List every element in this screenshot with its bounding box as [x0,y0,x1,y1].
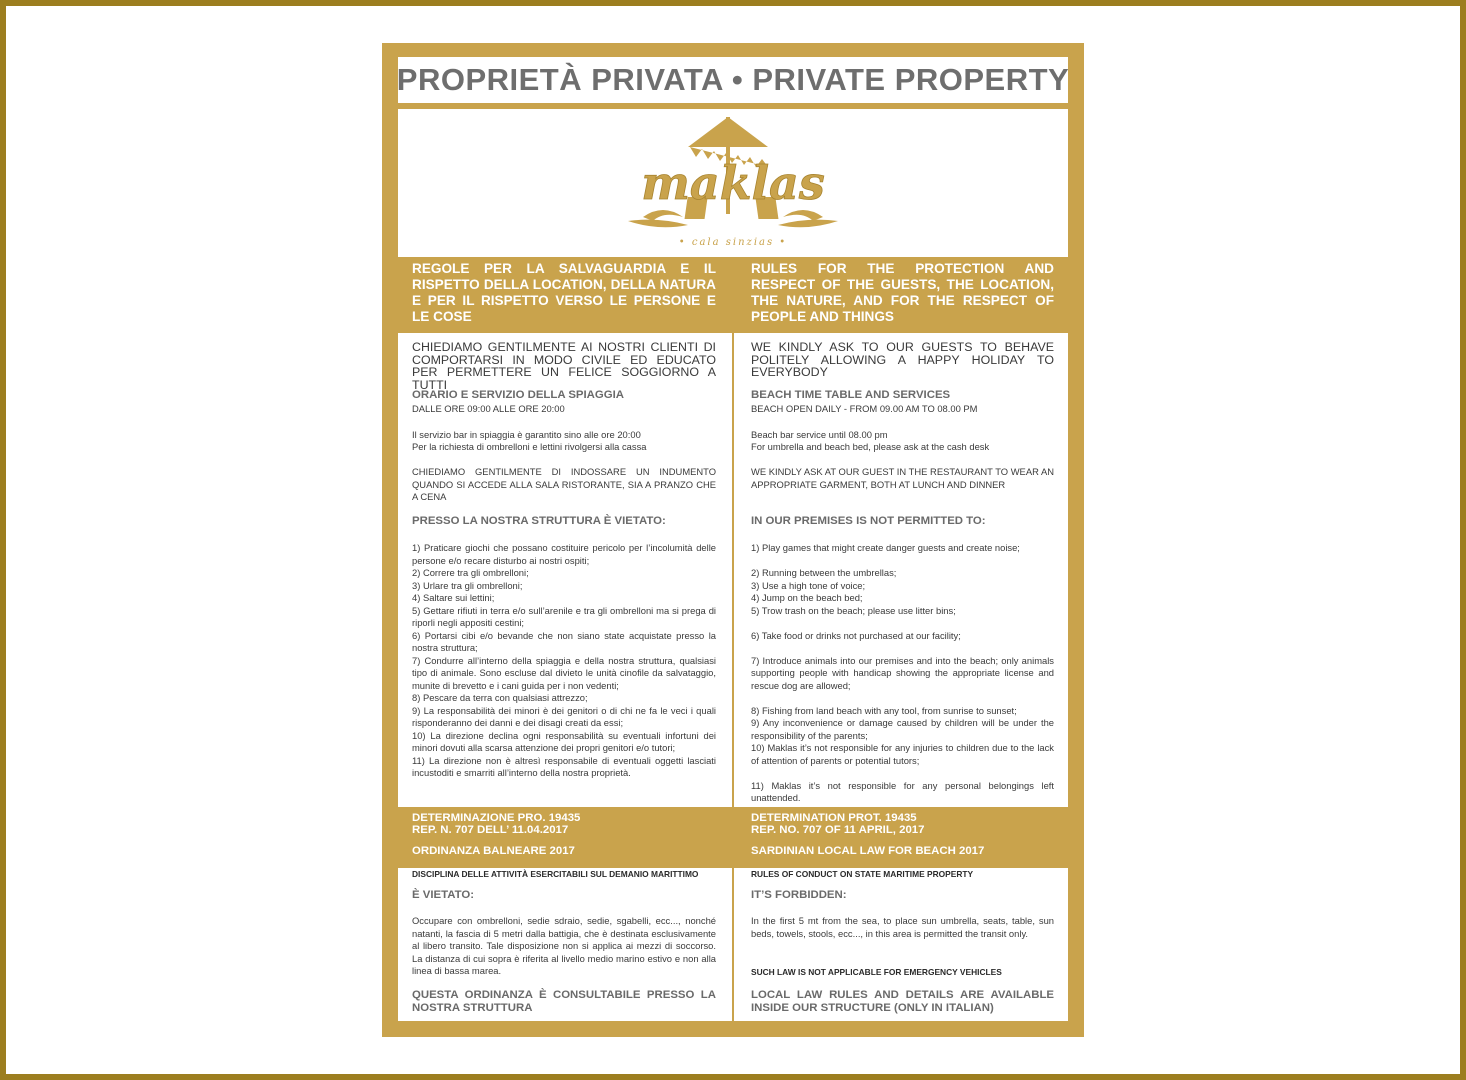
right-hours: BEACH OPEN DAILY - FROM 09.00 AM TO 08.00 PM [751,403,978,414]
logo-subtitle: • cala sinzias • [678,237,788,248]
umbrella-logo-icon [398,109,1068,257]
left-det1: DETERMINAZIONE PRO. 19435 [412,812,581,824]
left-garment: CHIEDIAMO GENTILMENTE DI INDOSSARE UN INDUMENTO QUANDO SI ACCEDE ALLA SALA RISTORANTE, SIA A PRANZO CHE A CENA [412,466,716,502]
right-umbrella: For umbrella and beach bed, please ask at the cash desk [751,441,990,452]
right-emergency: SUCH LAW IS NOT APPLICABLE FOR EMERGENCY VEHICLES [751,967,1002,977]
right-bar: Beach bar service until 08.00 pm [751,429,888,440]
left-ordinance: ORDINANZA BALNEARE 2017 [412,845,575,857]
right-garment: WE KINDLY ASK AT OUR GUEST IN THE RESTAURANT TO WEAR AN APPROPRIATE GARMENT, BOTH AT LUNCH AND DINNER [751,466,1054,490]
right-ordinance-body: In the first 5 mt from the sea, to place sun umbrella, seats, table, sun beds, towels, stools, ecc..., in this area is permitted the transit only. [751,915,1054,939]
left-footer: QUESTA ORDINANZA È CONSULTABILE PRESSO LA NOSTRA STRUTTURA [412,989,716,1014]
left-discipline: DISCIPLINA DELLE ATTIVITÀ ESERCITABILI SUL DEMANIO MARITTIMO [412,869,699,879]
right-rules: 1) Play games that might create danger guests and create noise; 2) Running between the umbrellas; 3) Use a high tone of voice; 4) Jump on the beach bed; 5) Trow trash on the beach; please use litter bins; 6) Take food or drinks not purchased at our facility; 7) Introduce animals into our premises and into the beach; only animals supporting people with handicap showing the appropriate license and rescue dog are allowed; 8) Fishing from land beach with any tool, from sunrise to sunset; 9) Any inconvenience or damage caused by children will be under the responsibility of the parents; 10) Maklas it’s not responsible for any injuries to children due to the lack of attention of parents or potential tutors; 11) Maklas it’s not responsible for any personal belongings left unattended. [751,542,1054,803]
band-divider [732,807,734,868]
right-forbidden-title: IN OUR PREMISES IS NOT PERMITTED TO: [751,515,986,527]
left-hours-title: ORARIO E SERVIZIO DELLA SPIAGGIA [412,389,625,401]
left-ordinance-body: Occupare con ombrelloni, sedie sdraio, sedie, sgabelli, ecc..., nonché natanti, la fascia di 5 metri dalla battigia, che è destinata esclusivamente al libero transito. Tale disposizione non si applica ai mezzi di soccorso. La distanza di cui sopra è riferita al livello medio marino estivo e non alla linea di bassa marea. [412,915,716,976]
left-heading: REGOLE PER LA SALVAGUARDIA E IL RISPETTO DELLA LOCATION, DELLA NATURA E PER IL RISPETTO VERSO LE PERSONE E LE COSE [412,261,716,324]
left-hours: DALLE ORE 09:00 ALLE ORE 20:00 [412,403,565,414]
right-ordinance: SARDINIAN LOCAL LAW FOR BEACH 2017 [751,845,985,857]
rules-panel [398,333,1068,807]
left-vietato: È VIETATO: [412,889,475,901]
left-bar: Il servizio bar in spiaggia è garantito sino alle ore 20:00 [412,429,641,440]
right-discipline: RULES OF CONDUCT ON STATE MARITIME PROPERTY [751,869,974,879]
maklas-logo [398,109,1068,257]
left-umbrella: Per la richiesta di ombrelloni e lettini rivolgersi alla cassa [412,441,647,452]
left-forbidden-title: PRESSO LA NOSTRA STRUTTURA È VIETATO: [412,515,666,527]
right-vietato: IT’S FORBIDDEN: [751,889,847,901]
logo-name: maklas [641,156,825,210]
panel-divider [732,333,734,807]
private-property-sign [382,43,1084,1037]
right-heading: RULES FOR THE PROTECTION AND RESPECT OF THE GUESTS, THE LOCATION, THE NATURE, AND FOR THE RESPECT OF PEOPLE AND THINGS [751,261,1054,324]
sign-title: PROPRIETÀ PRIVATA • PRIVATE PROPERTY [398,57,1068,103]
left-intro: CHIEDIAMO GENTILMENTE AI NOSTRI CLIENTI DI COMPORTARSI IN MODO CIVILE ED EDUCATO PER PERMETTERE UN FELICE SOGGIORNO A TUTTI [412,340,716,392]
right-hours-title: BEACH TIME TABLE AND SERVICES [751,389,951,401]
right-footer: LOCAL LAW RULES AND DETAILS ARE AVAILABLE INSIDE OUR STRUCTURE (ONLY IN ITALIAN) [751,989,1054,1014]
right-det2: REP. NO. 707 OF 11 APRIL, 2017 [751,824,925,836]
ordinance-panel [398,868,1068,1021]
column-divider [732,257,734,333]
left-det2: REP. N. 707 DELL’ 11.04.2017 [412,824,569,836]
left-rules: 1) Praticare giochi che possano costituire pericolo per l’incolumità delle persone e/o recare disturbo ai nostri ospiti; 2) Correre tra gli ombrelloni; 3) Urlare tra gli ombrelloni; 4) Saltare sui lettini; 5) Gettare rifiuti in terra e/o sull’arenile e tra gli ombrelloni ma si prega di riporli negli appositi cestini; 6) Portarsi cibi e/o bevande che non siano state acquistate presso la nostra struttura; 7) Condurre all’interno della spiaggia e della nostra struttura, qualsiasi tipo di animale. Sono escluse dal divieto le unità cinofile da salvataggio, munite di brevetto e i cani guida per i non vedenti; 8) Pescare da terra con qualsiasi attrezzo; 9) La responsabilità dei minori è dei genitori o di chi ne fa le veci i quali risponderanno dei danni e dei disagi creati da essi; 10) La direzione declina ogni responsabilità su eventuali infortuni dei minori dovuti alla scarsa attenzione dei propri genitori e/o tutori; 11) La direzione non è altresì responsabile di eventuali oggetti lasciati incustoditi e smarriti all’interno della nostra proprietà. [412,542,716,778]
right-intro: WE KINDLY ASK TO OUR GUESTS TO BEHAVE POLITELY ALLOWING A HAPPY HOLIDAY TO EVERYBODY [751,340,1054,379]
panel-divider-bottom [732,868,734,1021]
right-det1: DETERMINATION PROT. 19435 [751,812,917,824]
